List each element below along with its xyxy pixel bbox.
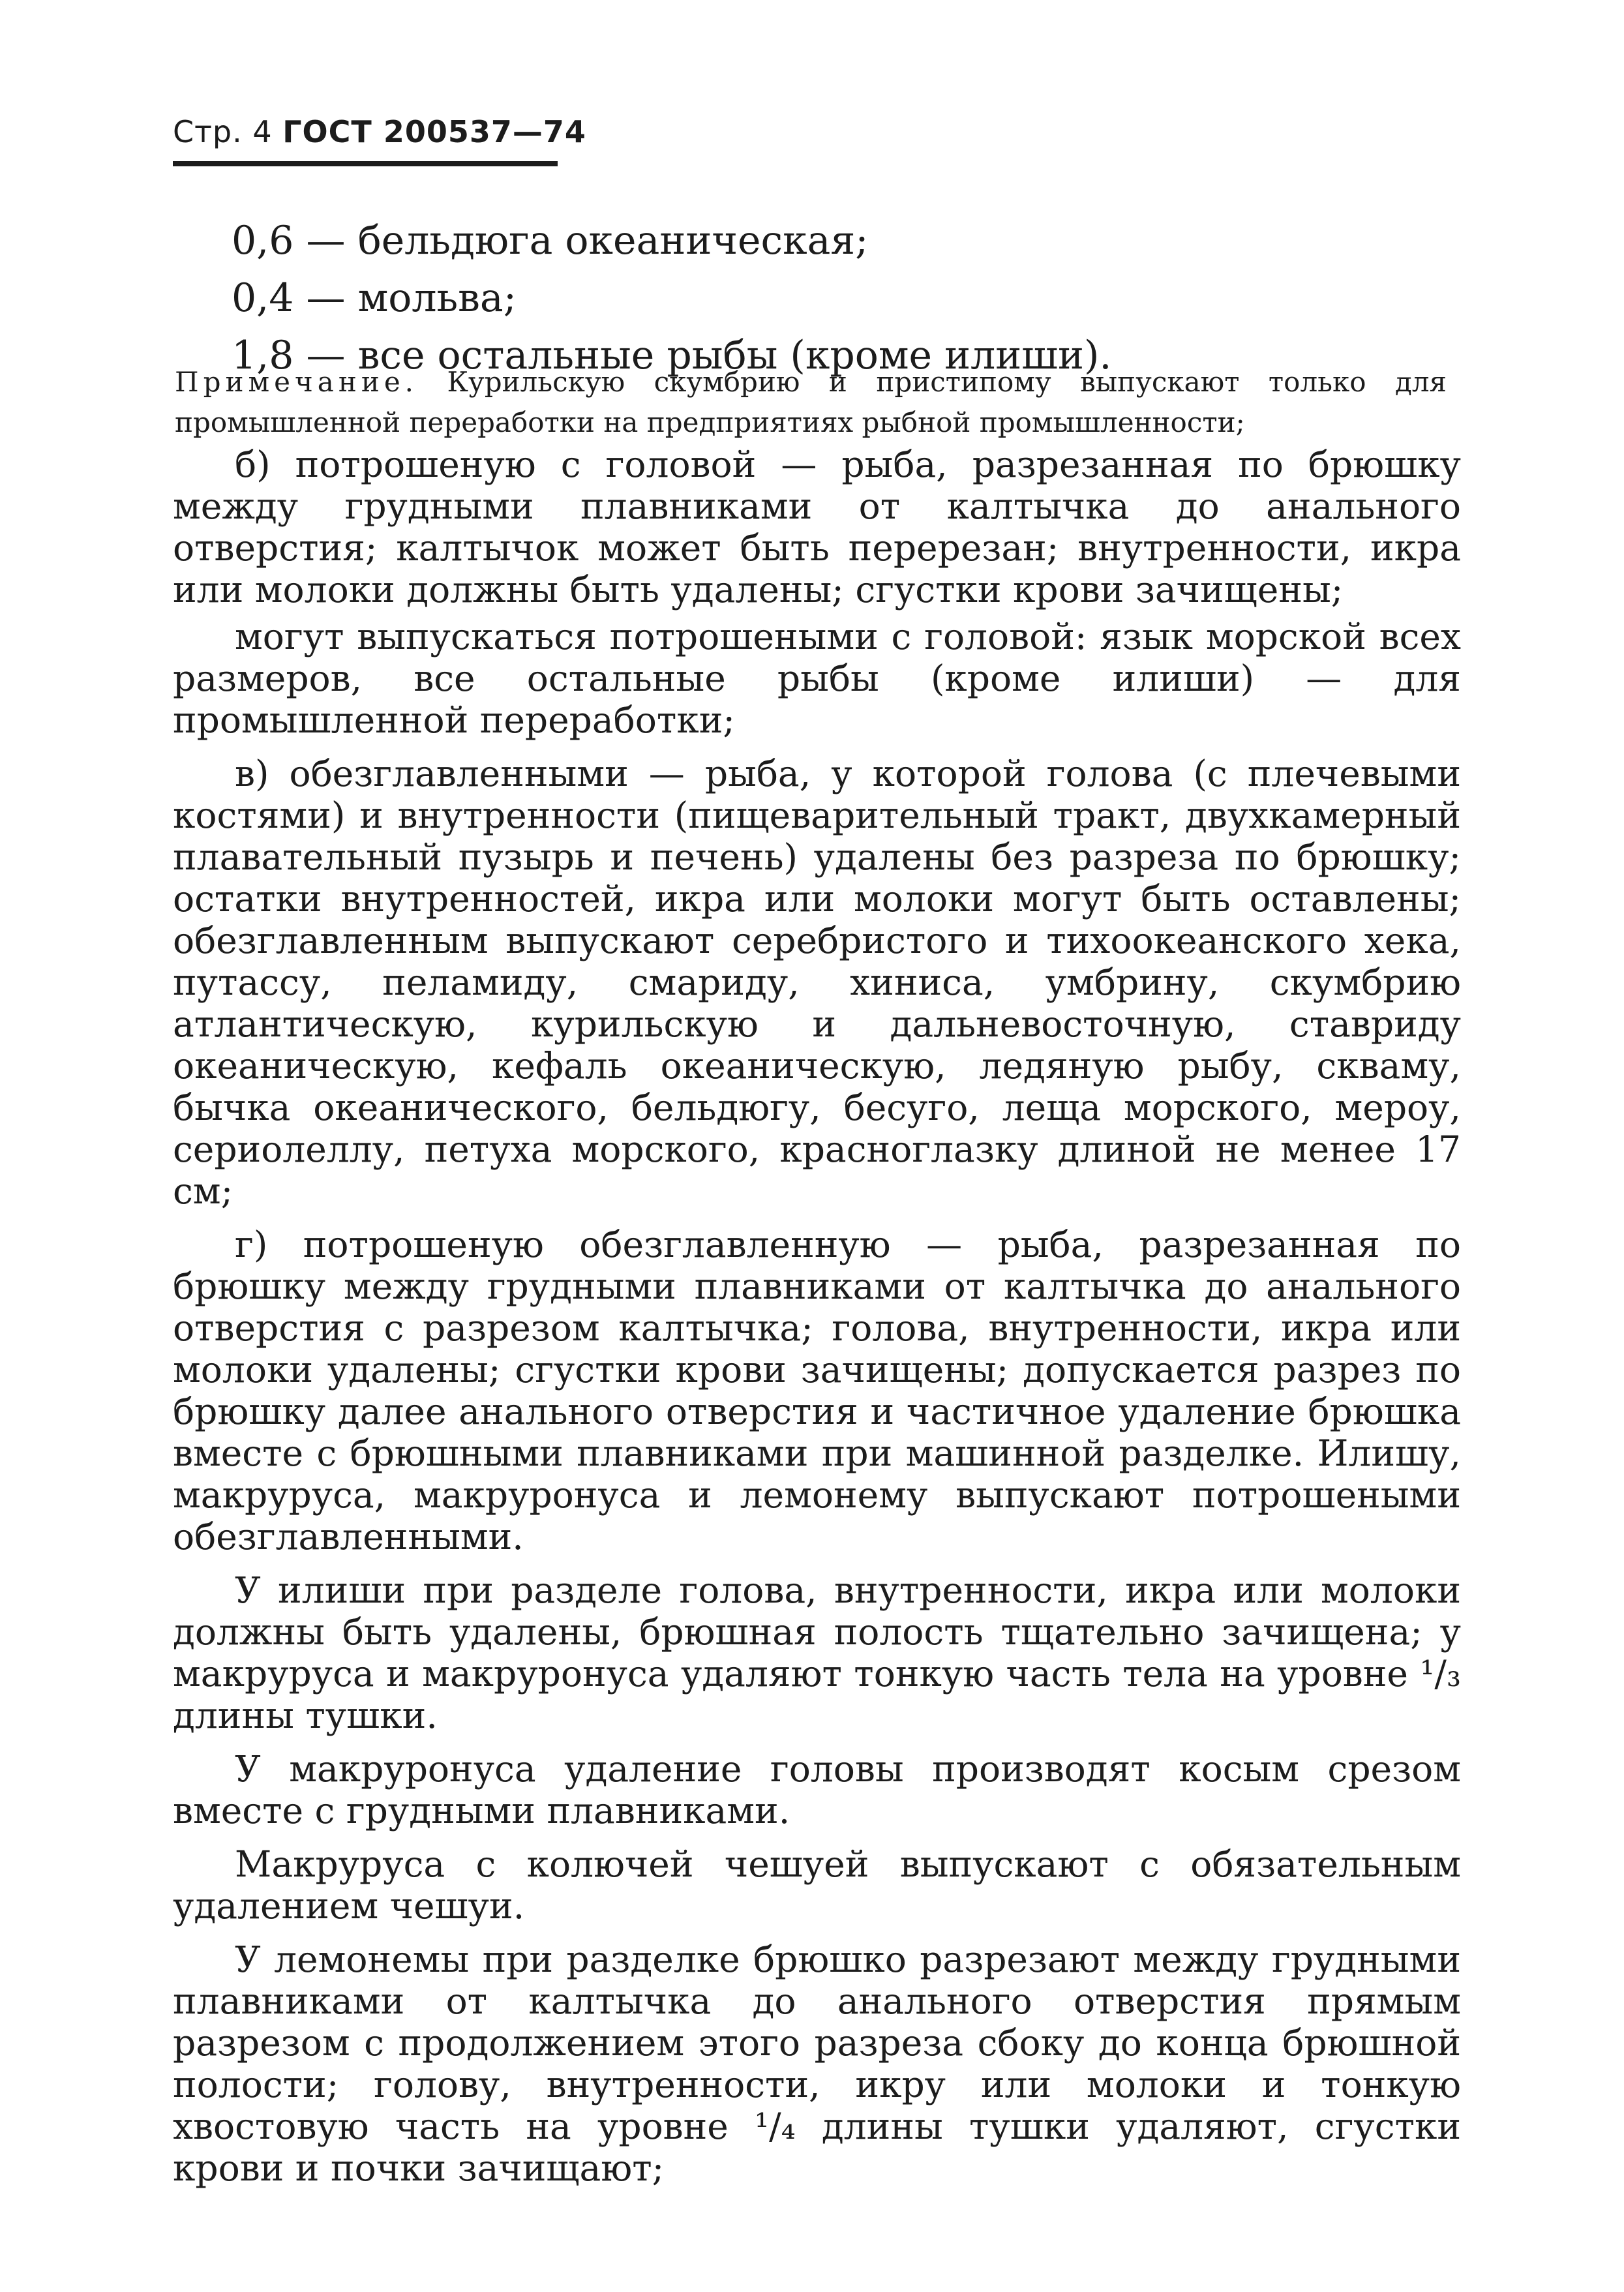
coefficient-list [232,212,1111,384]
running-header [173,114,586,149]
main-text [173,444,1461,2201]
paragraph: У макруронуса удаление головы производят косым срезом вместе с грудными плавниками. [173,1748,1461,1832]
page-header [173,114,586,166]
paragraph: У илиши при разделе голова, внутренности, икра или молоки должны быть удалены, брюшная полость тщательно зачищена; у макруруса и макруронуса удаляют тонкую часть тела на уровне ¹/₃ длины тушки. [173,1569,1461,1736]
header-rule [173,161,558,166]
paragraph: У лемонемы при разделке брюшко разрезают между грудными плавниками от калтычка до анального отверстия прямым разрезом с продолжением этого разреза сбоку до конца брюшной полости; голову, внутренности, икру или молоки и тонкую хвостовую часть на уровне ¹/₄ длины тушки удаляют, сгустки крови и почки зачищают; [173,1938,1461,2189]
page-number: Стр. 4 [173,114,273,149]
paragraph-b: б) потрошеную с головой — рыба, разрезанная по брюшку между грудными плавниками от калтычка до анального отверстия; калтычок может быть перерезан; внутренности, икра или молоки должны быть удалены; сгустки крови зачищены; [173,444,1461,611]
standard-number: ГОСТ 200537—74 [282,114,586,149]
note-block [175,362,1447,443]
note-text: Курильскую скумбрию и пристипому выпускают только для промышленной переработки на предприятиях рыбной промышленности; [175,366,1447,438]
paragraph-v: в) обезглавленными — рыба, у которой голова (с плечевыми костями) и внутренности (пищеварительный тракт, двухкамерный плавательный пузырь и печень) удалены без разреза по брюшку; остатки внутренностей, икра или молоки могут быть оставлены; обезглавленным выпускают серебристого и тихоокеанского хека, путассу, пеламиду, смариду, хиниса, умбрину, скумбрию атлантическую, курильскую и дальневосточную, ставриду океаническую, кефаль океаническую, ледяную рыбу, скваму, бычка океанического, бельдюгу, бесуго, леща морского, мероу, сериолеллу, петуха морского, красноглазку длиной не менее 17 см; [173,753,1461,1212]
list-item: 0,6 — бельдюга океаническая; [232,218,869,264]
paragraph: могут выпускаться потрошеными с головой: язык морской всех размеров, все остальные рыбы (кроме илиши) — для промышленной переработки; [173,616,1461,741]
paragraph: Макруруса с колючей чешуей выпускают с обязательным удалением чешуи. [173,1843,1461,1927]
paragraph-g: г) потрошеную обезглавленную — рыба, разрезанная по брюшку между грудными плавниками от калтычка до анального отверстия с разрезом калтычка; голова, внутренности, икра или молоки удалены; сгустки крови зачищены; допускается разрез по брюшку далее анального отверстия и частичное удаление брюшка вместе с брюшными плавниками при машинной разделке. Илишу, макруруса, макруронуса и лемонему выпускают потрошеными обезглавленными. [173,1224,1461,1558]
list-item: 1,8 — все остальные рыбы (кроме илиши). [232,333,1112,378]
note-label: Примечание. [175,366,419,398]
list-item: 0,4 — мольва; [232,275,517,321]
